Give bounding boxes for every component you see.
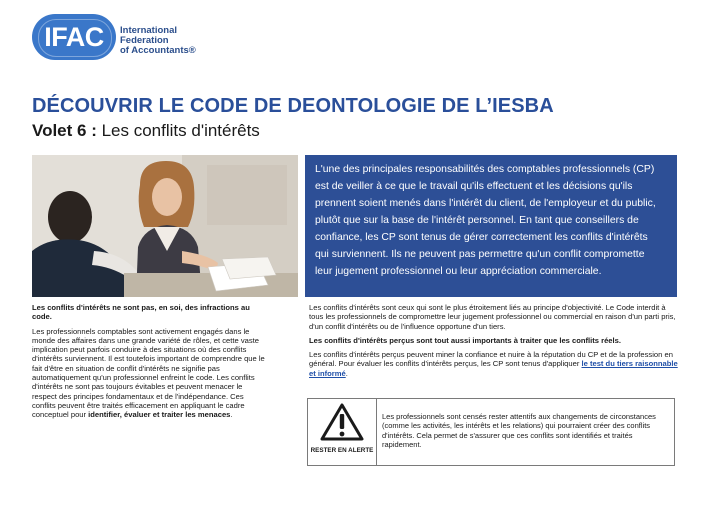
intro-callout (305, 155, 677, 297)
alert-label: RESTER EN ALERTE (310, 447, 374, 454)
logo-line-1: International (120, 25, 178, 36)
subtitle-volet: Volet 6 : (32, 121, 97, 140)
ifac-logo-badge: IFAC (32, 14, 116, 60)
alert-text: Les professionnels sont censés rester attentifs aux changements de circonstances (comme les activités, les intérêts et les relations) qui pourraient créer des conflits d'intérêts. Cela permet de s'assurer que ces conflits sont identifiés et traités rapidement. (382, 412, 656, 449)
intro-callout-text: L'une des principales responsabilités des comptables professionnels (CP) est de veiller à ce que le travail qu'ils effectuent et les décisions qu'ils prennent soient menés dans l'intérêt du client, de l'employeur et du public, plutôt que sur la base de l'intérêt personnel. En tant que conseillers de confiance, les CP sont tenus de gérer correctement les conflits d'intérêts qui surviennent. Ils ne peuvent pas permettre qu'un conflit compromette leur jugement professionnel ou leur appréciation commerciale. (315, 164, 656, 277)
left-body (32, 327, 268, 420)
logo-line-3: of Accountants® (120, 45, 196, 56)
left-column (32, 303, 268, 420)
right-paragraph-3 (309, 350, 679, 378)
ifac-logo (32, 14, 232, 64)
subtitle-topic: Les conflits d'intérêts (96, 121, 260, 140)
right-paragraph-1: Les conflits d'intérêts sont ceux qui sont le plus étroitement liés au principe d'objectivité. Le Code interdit à tous les professionnels de compromettre leur jugement professionnel ou commercial en raison d'un parti pris, d'un conflit d'intérêts ou de l'influence opportune d'un tiers. (309, 303, 676, 331)
meeting-illustration (32, 155, 298, 297)
left-body-end: . (230, 410, 233, 420)
right-paragraph-3-text: Les conflits d'intérêts perçus peuvent miner la confiance et nuire à la réputation du CP et de la profession en général. Pour évaluer les conflits d'intérêts perçus, les CP sont tenus d'appliquer (309, 350, 673, 369)
meeting-photo (32, 155, 298, 297)
warning-icon (308, 399, 376, 447)
alert-icon-cell (308, 399, 377, 465)
right-column (309, 303, 679, 383)
reasonable-third-party-link[interactable]: le test du tiers raisonnable et informé (309, 359, 678, 378)
logo-line-2: Federation (120, 35, 169, 46)
right-paragraph-2: Les conflits d'intérêts perçus sont tout aussi importants à traiter que les conflits réels. (309, 335, 621, 345)
page-subtitle (32, 121, 260, 141)
page-title: DÉCOUVRIR LE CODE DE DEONTOLOGIE DE L’IESBA (32, 95, 554, 117)
ifac-logo-text (120, 26, 196, 56)
left-lead: Les conflits d'intérêts ne sont pas, en soi, des infractions au code. (32, 303, 250, 322)
left-body-bold: identifier, évaluer et traiter les menaces (88, 410, 231, 420)
alert-box (307, 398, 675, 466)
left-body-text: Les professionnels comptables sont activement engagés dans le monde des affaires dans une grande variété de rôles, et cette vaste implication peut parfois conduire à des situations où des conflits d'intérêts surviennent. Il est toutefois important de comprendre que le fait d'être en situation de conflit d'intérêts ne signifie pas automatiquement qu'un professionnel enfreint le code. Les conflits d'intérêts ne sont pas toujours évitables et peuvent menacer le respect des principes fondamentaux et de l'indépendance. Ces conflits peuvent être traités efficacement en appliquant le cadre conceptuel pour (32, 326, 265, 420)
right-paragraph-3-end: . (345, 368, 348, 378)
